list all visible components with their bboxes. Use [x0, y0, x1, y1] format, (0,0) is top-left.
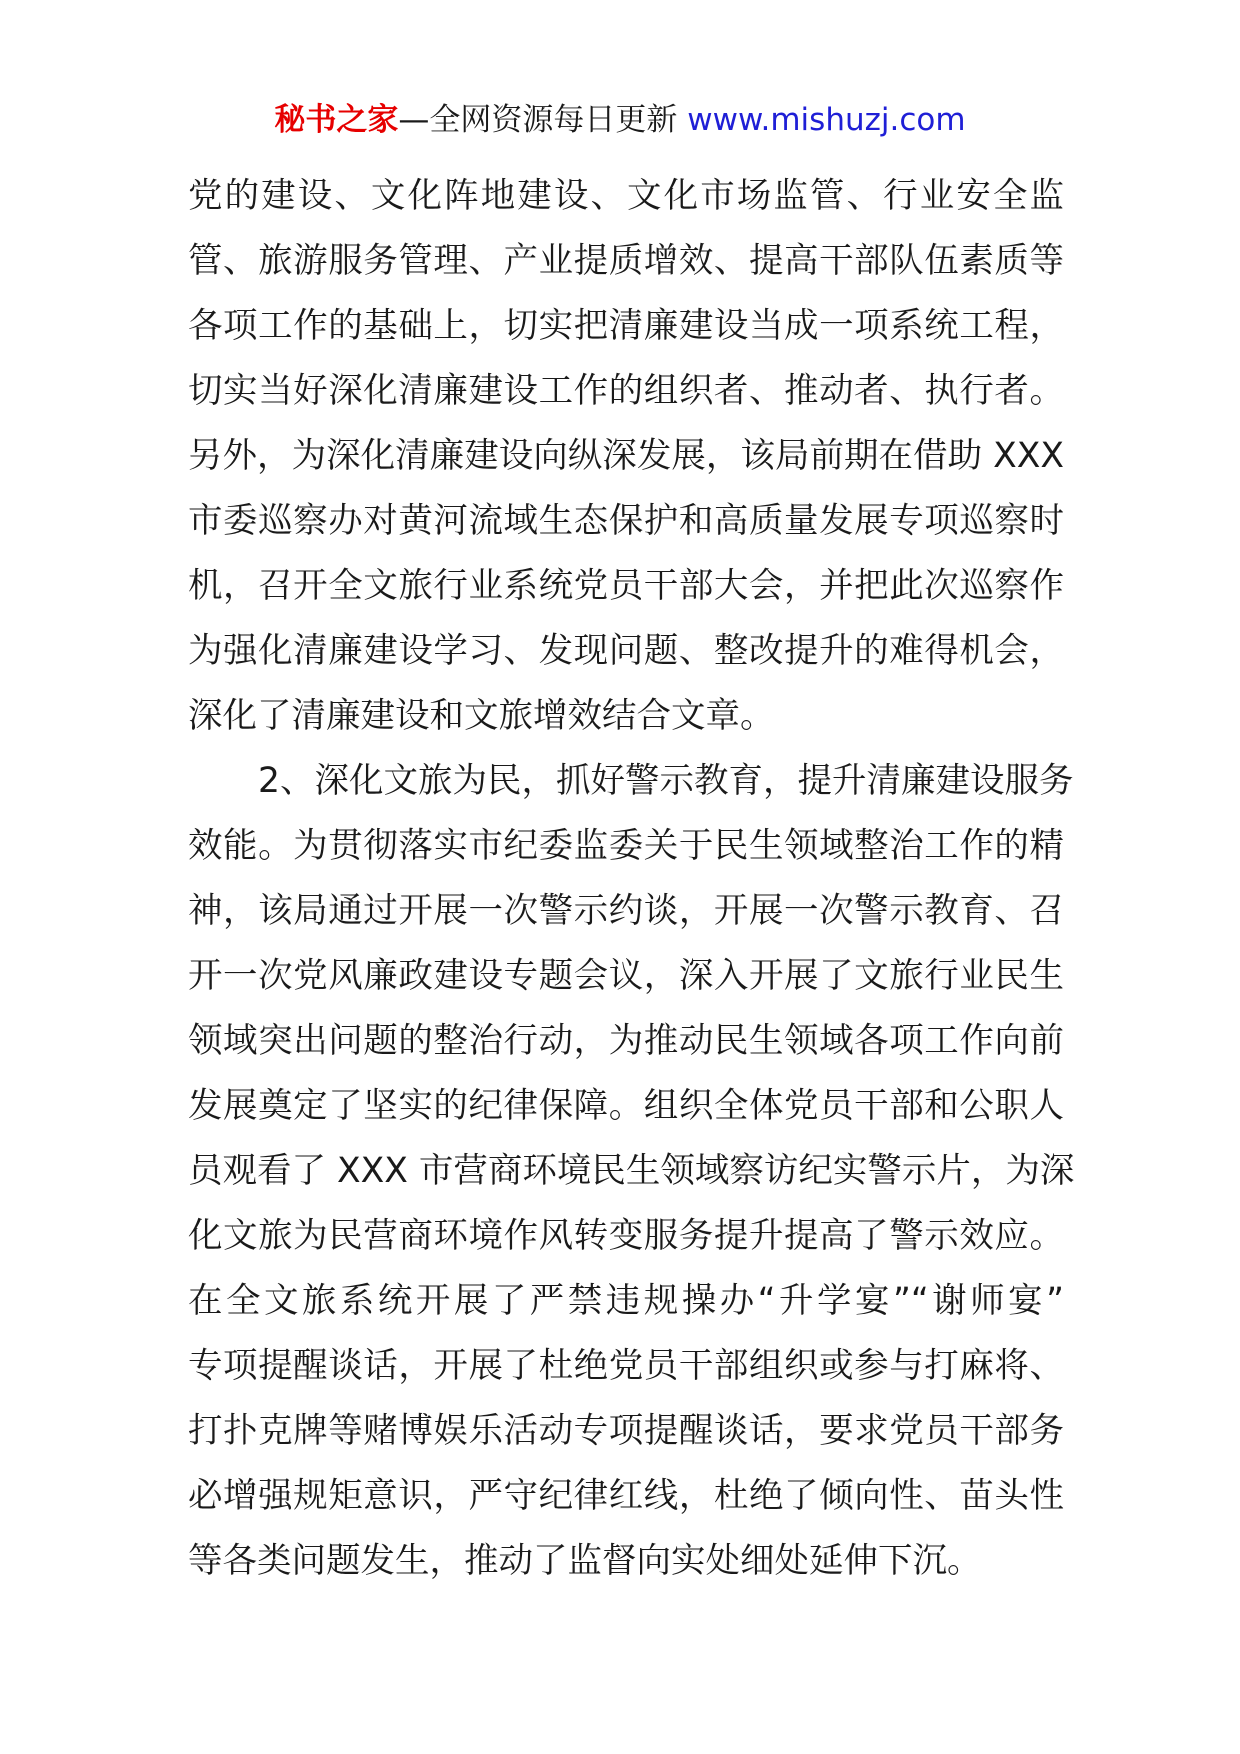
text-line: 领域突出问题的整治行动，为推动民生领域各项工作向前 — [188, 1021, 1064, 1061]
text-line: 各项工作的基础上，切实把清廉建设当成一项系统工程， — [188, 306, 1064, 346]
text-line: 在全文旅系统开展了严禁违规操办“升学宴”“谢师宴” — [188, 1281, 1064, 1321]
header-site-url[interactable]: www.mishuzj.com — [687, 102, 966, 138]
text-line: 市委巡察办对黄河流域生态保护和高质量发展专项巡察时 — [188, 501, 1064, 541]
text-line: 化文旅为民营商环境作风转变服务提升提高了警示效应。 — [188, 1216, 1064, 1256]
text-line: 另外，为深化清廉建设向纵深发展，该局前期在借助 XXX — [188, 436, 1064, 476]
text-line: 神，该局通过开展一次警示约谈，开展一次警示教育、召 — [188, 891, 1064, 931]
text-line: 为强化清廉建设学习、发现问题、整改提升的难得机会， — [188, 631, 1064, 671]
text-line: 打扑克牌等赌博娱乐活动专项提醒谈话，要求党员干部务 — [188, 1411, 1064, 1451]
text-line: 党的建设、文化阵地建设、文化市场监管、行业安全监 — [188, 176, 1064, 216]
text-line: 2、深化文旅为民，抓好警示教育，提升清廉建设服务 — [258, 761, 1074, 801]
text-line: 机，召开全文旅行业系统党员干部大会，并把此次巡察作 — [188, 566, 1064, 606]
text-line: 效能。为贯彻落实市纪委监委关于民生领域整治工作的精 — [188, 826, 1064, 866]
text-line: 专项提醒谈话，开展了杜绝党员干部组织或参与打麻将、 — [188, 1346, 1064, 1386]
text-line: 发展奠定了坚实的纪律保障。组织全体党员干部和公职人 — [188, 1086, 1064, 1126]
document-body — [188, 164, 1075, 1594]
text-line: 员观看了 XXX 市营商环境民生领域察访纪实警示片，为深 — [188, 1151, 1075, 1191]
paragraph-1 — [188, 164, 1064, 749]
text-line: 深化了清廉建设和文旅增效结合文章。 — [188, 696, 775, 736]
header-brand: 秘书之家 — [274, 102, 399, 138]
page-header — [0, 100, 1240, 140]
header-tagline: —全网资源每日更新 — [398, 102, 688, 138]
text-line: 开一次党风廉政建设专题会议，深入开展了文旅行业民生 — [188, 956, 1064, 996]
text-line: 等各类问题发生，推动了监督向实处细处延伸下沉。 — [188, 1541, 982, 1581]
text-line: 管、旅游服务管理、产业提质增效、提高干部队伍素质等 — [188, 241, 1064, 281]
text-line: 必增强规矩意识，严守纪律红线，杜绝了倾向性、苗头性 — [188, 1476, 1064, 1516]
text-line: 切实当好深化清廉建设工作的组织者、推动者、执行者。 — [188, 371, 1064, 411]
paragraph-2 — [188, 749, 1075, 1594]
